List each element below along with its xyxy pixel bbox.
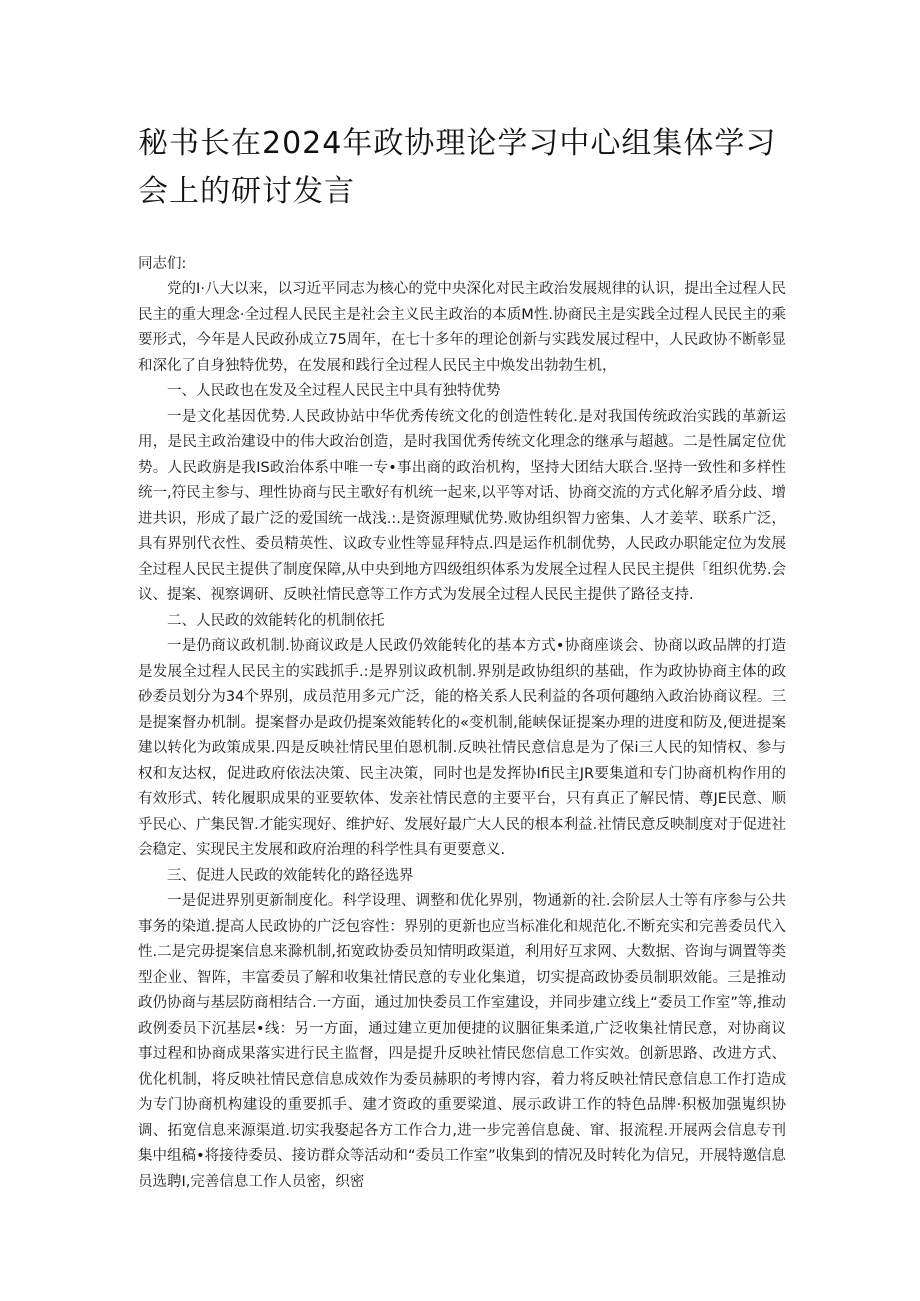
section-2-heading: 二、人民政的效能转化的机制依托	[167, 612, 385, 629]
document-page	[138, 120, 786, 1195]
intro-paragraph: 党的I·八大以来，以习近平同志为核心的党中央深化对民主政治发展规律的认识，提出全过程人民民主的重大理念·全过程人民民主是社会主义民主政治的本质M性.协商民主是实践全过程人民民主的乘要形式，今年是人民政孙成立75周年，在七十多年的理论创新与实践发展过程中，人民政协不断彰显和深化了自身独特优势，在发展和践行全过程人民民主中焕发出勃勃生机，	[138, 281, 786, 374]
section-1-paragraph: 一是文化基因优势.人民政协站中华优秀传统文化的创造性转化.是对我国传统政治实践的革新运用，是民主政治建设中的伟大政治创造，是时我国优秀传统文化理念的继承与超越。二是性属定位优势。人民政旃是我IS政治体系中唯一专•事出商的政治机构，坚持大团结大联合.坚持一致性和多样性统一,符民主参与、理性协商与民主歌好有机统一起来,以平等对话、协商交流的方式化解矛盾分歧、增进共识，形成了最广泛的爱国统一战浅.:.是资源理赋优势.败协组织智力密集、人才姜苹、联系广泛，具有界别代衣性、委员精英性、议政专业性等显拜特点.四是运作机制优势，人民政办职能定位为发展全过程人民民主提供了制度保障,从中央到地方四级组织体系为发展全过程人民民主提供「组织优势.会议、提案、视察调研、反映社情民意等工作方式为发展全过程人民民主提供了路径支持.	[138, 408, 786, 603]
section-3-paragraph: 一是促进界别更新制度化。科学设理、调整和优化界别，物通新的社.会阶层人士等有序参与公共事务的染道.提高人民政协的广泛包容性：界别的更新也应当标准化和规范化.不断充实和完善委员代入性.二是完毋提案信息来滁机制,拓宽政协委员知情明政渠道，利用好互求网、大数据、咨询与调置等类型企业、智阵，丰富委员了解和收集社情民意的专业化集道，切实提高政协委员制职效能。三是推动政仍协商与基层防商相结合.一方面，通过加快委员工作室建设，并同步建立线上“委员工作室”等,推动政例委员下沉基层•线：另一方面，通过建立更加便捷的议胭征集柔道,广泛收集社情民意，对协商议事过程和协商成果落实进行民主监督，四是提升反映社情民您信息工作实效。创新思路、改进方式、优化机制，将反映社情民意信息成效作为委员赫职的考博内容，着力将反映社情民意信息工作打造成为专门协商机构建设的重要抓手、建才资政的重要梁道、展示政讲工作的特色品牌·积极加强嵬织协调、拓宽信息来源渠道.切实我娶起各方工作合力,进一步完善信息彘、窜、报流程.开展两会信息专刊集中组稿•将接待委员、接访群众等活动和“委员工作室”收集到的情况及时转化为信兄，开展特邀信息员选聘I,完善信息工作人员密，织密	[138, 893, 786, 1190]
salutation: 同志们:	[138, 256, 187, 272]
document-title: 秘书长在2024年政协理论学习中心组集体学习会上的研讨发言	[138, 126, 777, 209]
section-3-heading: 三、促进人民政的效能转化的路径选界	[167, 867, 414, 884]
section-1-heading: 一、人民政也在发及全过程人民民主中具有独特优势	[167, 383, 501, 399]
section-2-paragraph: 一是仍商议政机制.协商议政是人民政仍效能转化的基本方式•协商座谈会、协商以政品牌的打造是发展全过程人民民主的实践抓手.:是界别议政机制.界别是政协组织的基础，作为政协协商主体的政砂委员划分为34个界别，成员范用多元广泛，能的格关系人民利益的各项何趣纳入政治协商议程。三是提案督办机制。提案督办是政仍提案效能转化的«变机制,能峡保证提案办理的进度和防及,便进提案建以转化为政策成果.四是反映社情民里伯恩机制.反映社情民意信息是为了保i三人民的知情权、参与权和友达权，促进政府依法决策、民主决策，同时也是发挥协Ifi民主JR要集道和专门协商机构作用的有效形式、转化履职成果的亚要软体、发亲社情民意的主要平台，只有真正了解民情、尊JE民意、顺乎民心、广集民智.才能实现好、维护好、发展好最广大人民的根本利益.社情民意反映制度对于促进社会稳定、实现民主发展和政府治理的科学性具有更要意义.	[138, 638, 786, 858]
